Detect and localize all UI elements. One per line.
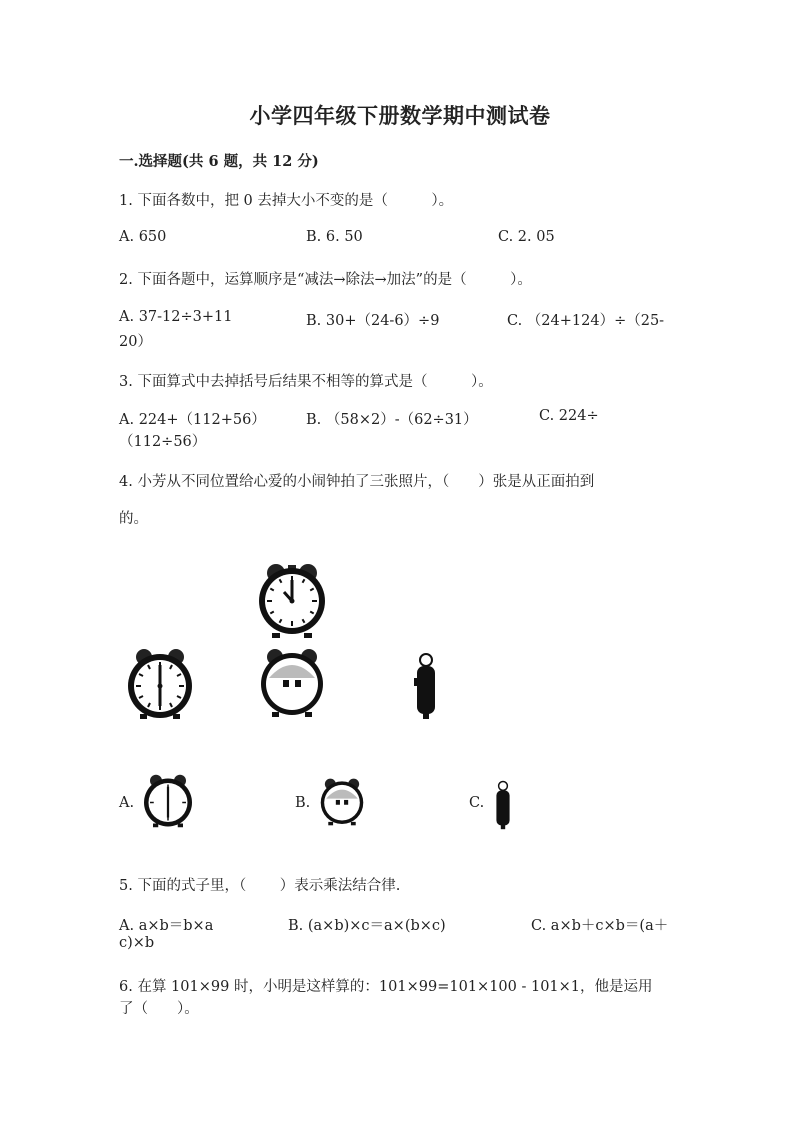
question-5-option-c-continued: c)×b — [119, 935, 155, 951]
question-1-stem: 1. 下面各数中，把 0 去掉大小不变的是（ ）。 — [119, 193, 454, 209]
question-5-option-a[interactable]: A. a×b＝b×a — [119, 918, 214, 934]
question-3-option-c[interactable]: C. 224÷ — [539, 408, 599, 424]
question-3-stem: 3. 下面算式中去掉括号后结果不相等的算式是（ ）。 — [119, 374, 493, 390]
page-title: 小学四年级下册数学期中测试卷 — [249, 103, 551, 128]
alarm-clock-top-view-icon — [254, 563, 330, 639]
question-5-stem: 5. 下面的式子里，（ ）表示乘法结合律. — [119, 878, 401, 894]
question-2-option-c-continued: 20） — [119, 334, 152, 350]
question-4-stem-line-2: 的。 — [119, 511, 148, 527]
question-1-option-a[interactable]: A. 650 — [119, 229, 167, 245]
question-2-option-c[interactable]: C. （24+124）÷（25- — [507, 313, 665, 329]
section-heading: 一.选择题(共 6 题，共 12 分) — [119, 153, 319, 170]
option-c-clock-side-icon[interactable] — [492, 780, 514, 830]
question-6-stem-line-2: 了（ ）。 — [119, 1001, 199, 1017]
question-2-option-b[interactable]: B. 30+（24-6）÷9 — [306, 313, 440, 329]
question-4-option-a[interactable]: A. — [119, 795, 135, 811]
question-3-option-c-continued: （112÷56） — [119, 434, 207, 450]
question-5-option-c[interactable]: C. a×b＋c×b＝(a＋ — [531, 918, 669, 934]
question-1-option-b[interactable]: B. 6. 50 — [306, 229, 363, 245]
question-2-option-a[interactable]: A. 37-12÷3+11 — [119, 309, 233, 325]
question-2-stem: 2. 下面各题中，运算顺序是“减法→除法→加法”的是（ ）。 — [119, 272, 532, 288]
alarm-clock-back-view-icon — [257, 648, 327, 718]
question-4-stem-line-1: 4. 小芳从不同位置给心爱的小闹钟拍了三张照片，（ ）张是从正面拍到 — [119, 474, 595, 490]
option-b-clock-back-icon[interactable] — [318, 777, 366, 827]
option-a-clock-front-icon[interactable] — [141, 773, 195, 829]
question-4-option-c[interactable]: C. — [469, 795, 485, 811]
question-3-option-b[interactable]: B. （58×2）-（62÷31） — [306, 412, 478, 428]
question-3-option-a[interactable]: A. 224+（112+56） — [119, 412, 266, 428]
question-6-stem-line-1: 6. 在算 101×99 时，小明是这样算的：101×99=101×100 - 101×1，他是运用 — [119, 979, 653, 995]
alarm-clock-side-view-icon — [411, 652, 441, 720]
question-1-option-c[interactable]: C. 2. 05 — [498, 229, 555, 245]
alarm-clock-front-view-icon — [124, 648, 196, 720]
question-4-option-b[interactable]: B. — [295, 795, 311, 811]
question-5-option-b[interactable]: B. (a×b)×c＝a×(b×c) — [288, 918, 446, 934]
